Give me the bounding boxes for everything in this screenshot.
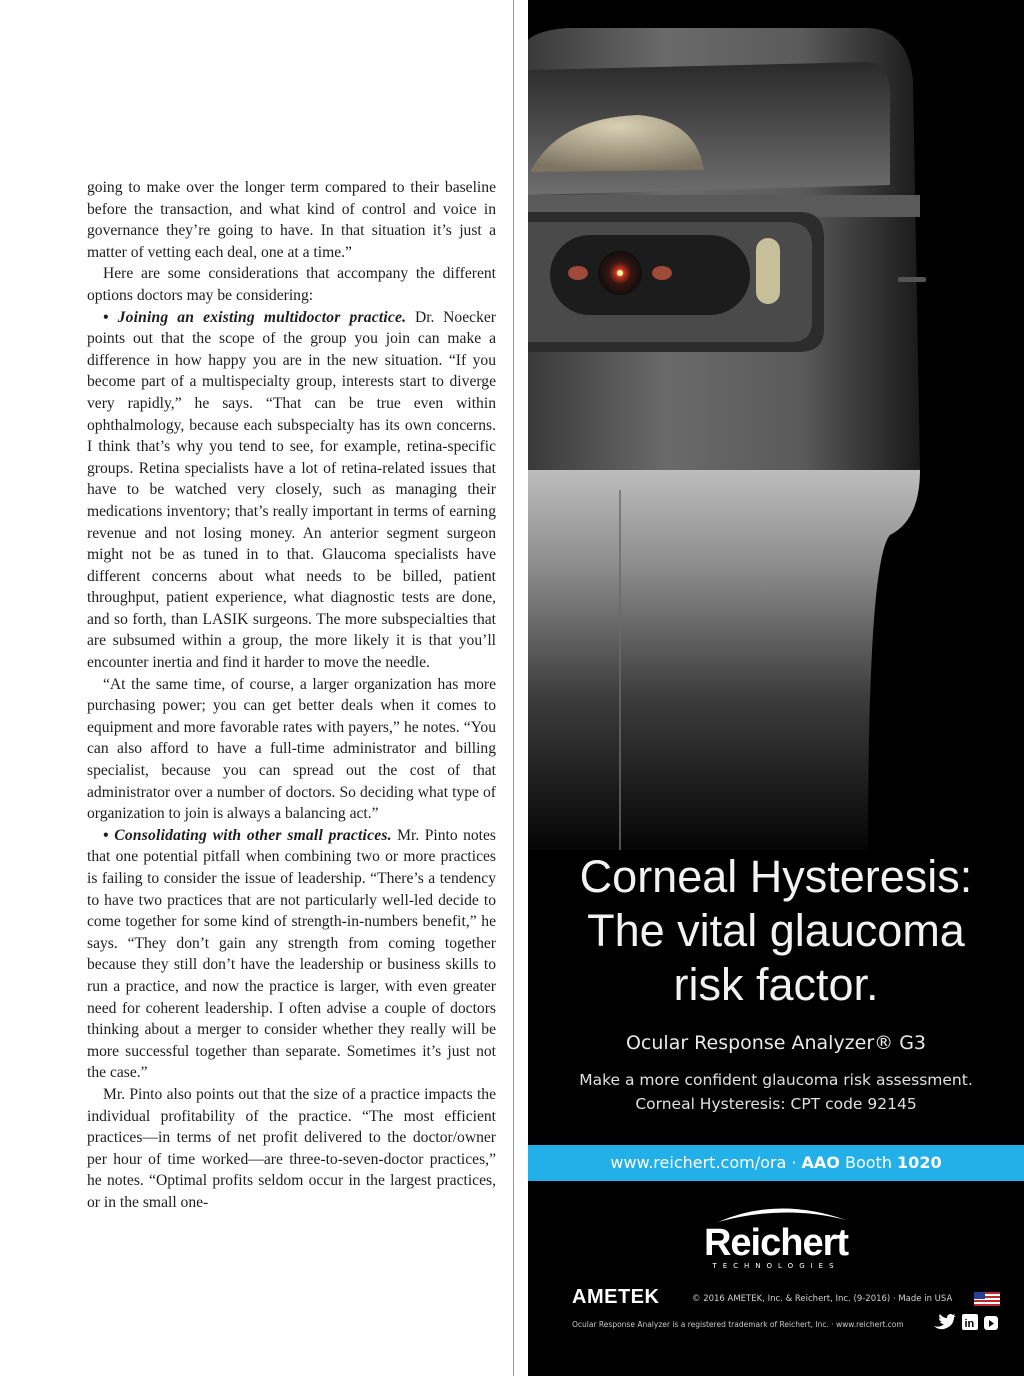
us-flag-icon	[974, 1292, 1000, 1306]
tagline-line: Make a more confident glaucoma risk assessment.	[579, 1071, 973, 1089]
bullet-lead: • Consolidating with other small practices.	[103, 826, 392, 844]
headline-line: risk factor.	[673, 959, 879, 1010]
advertisement	[528, 0, 1024, 1376]
headline-line: The vital glaucoma	[587, 905, 965, 956]
banner-booth: Booth	[839, 1153, 898, 1172]
sensor-pad	[756, 238, 780, 304]
copyright-text: © 2016 AMETEK, Inc. & Reichert, Inc. (9-2016) · Made in USA	[692, 1294, 953, 1304]
paragraph-body: Dr. Noecker points out that the scope of the group you join can make a difference in how happy you are in the new situation. “If you become part of a multispecialty group, interests start to diverge very rapidly,” he says. “That can be true even within ophthalmology, because each subspecialty has its own concerns. I think that’s why you tend to see, for example, retina-specific groups. Retina specialists have a lot of retina-related issues that have to be watched very closely, such as managing their medications inventory; that’s really important in terms of earning revenue and not losing money. An anterior segment surgeon might not be as tuned in to that. Glaucoma specialists have different concerns about what needs to be billed, patient throughput, patient experience, what diagnostic tests are done, and so forth, than LASIK surgeons. The more subspecialties that are subsumed within a group, the more likely it is that you’ll encounter inertia and find it harder to move the needle.	[87, 308, 496, 672]
twitter-icon	[934, 1314, 956, 1329]
page-gutter-line	[513, 0, 514, 1376]
reichert-logo-subtitle: TECHNOLOGIES	[712, 1262, 840, 1270]
banner-url[interactable]: www.reichert.com/ora ·	[610, 1153, 802, 1172]
trademark-text: Ocular Response Analyzer is a registered trademark of Reichert, Inc. · www.reichert.com	[572, 1320, 904, 1329]
reichert-logo: Reichert	[703, 1222, 849, 1264]
paragraph: Here are some considerations that accompany the different options doctors may be considering:	[87, 265, 496, 304]
banner-aao: AAO	[801, 1153, 840, 1172]
device-photo	[528, 0, 1024, 850]
device-base	[528, 470, 920, 850]
side-slot	[898, 277, 926, 282]
ametek-logo: AMETEK	[572, 1286, 660, 1308]
sensor-light-right	[652, 266, 672, 280]
paragraph	[87, 825, 496, 1084]
tagline-line: Corneal Hysteresis: CPT code 92145	[635, 1095, 917, 1113]
product-name: Ocular Response Analyzer® G3	[625, 1032, 927, 1054]
url-banner[interactable]	[528, 1145, 1024, 1181]
social-icons	[932, 1312, 1000, 1332]
ad-tagline	[528, 1068, 1024, 1116]
paragraph: Mr. Pinto also points out that the size of a practice impacts the individual profitability of the practice. “The most efficient practices—in terms of net profit delivered to the doctor/owner per hour of time worked—are three-to-seven-doctor practices,” he notes. “Optimal profits seldom occur in the largest practices, or in the small one-	[87, 1085, 496, 1211]
article-body	[87, 177, 496, 1214]
paragraph: “At the same time, of course, a larger organization has more purchasing power; you can get better deals when it comes to equipment and more favorable rates with payers,” he notes. “You can also afford to have a full-time administrator and billing specialist, because you can spread out the cost of that administrator over a number of doctors. So deciding what type of organization to join is always a balancing act.”	[87, 675, 496, 823]
paragraph-body: Mr. Pinto notes that one potential pitfall when combining two or more practices is failing to consider the issue of leadership. “There’s a tendency to have two practices that are not particularly well-led decide to come together for some kind of strength-in-numbers benefit,” he says. “They don’t gain any strength from coming together because they still don’t have the leadership or business skills to run a practice, and now the practice is larger, with even greater need for coherent leadership. I often advise a couple of doctors thinking about a merger to consider whether they really will be more successful together than separate. Sometimes it’s just not the case.”	[87, 826, 496, 1082]
bullet-lead: • Joining an existing multidoctor practice.	[103, 308, 407, 326]
ad-headline	[528, 850, 1024, 1012]
paragraph: going to make over the longer term compared to their baseline before the transaction, and what kind of control and voice in governance they’re going to have. In that situation it’s just a matter of vetting each deal, one at a time.”	[87, 179, 496, 261]
paragraph	[87, 307, 496, 674]
headline-line: Corneal Hysteresis:	[579, 851, 973, 902]
banner-booth-number: 1020	[897, 1153, 942, 1172]
sensor-light-left	[568, 266, 588, 280]
svg-text:in: in	[964, 1318, 975, 1330]
